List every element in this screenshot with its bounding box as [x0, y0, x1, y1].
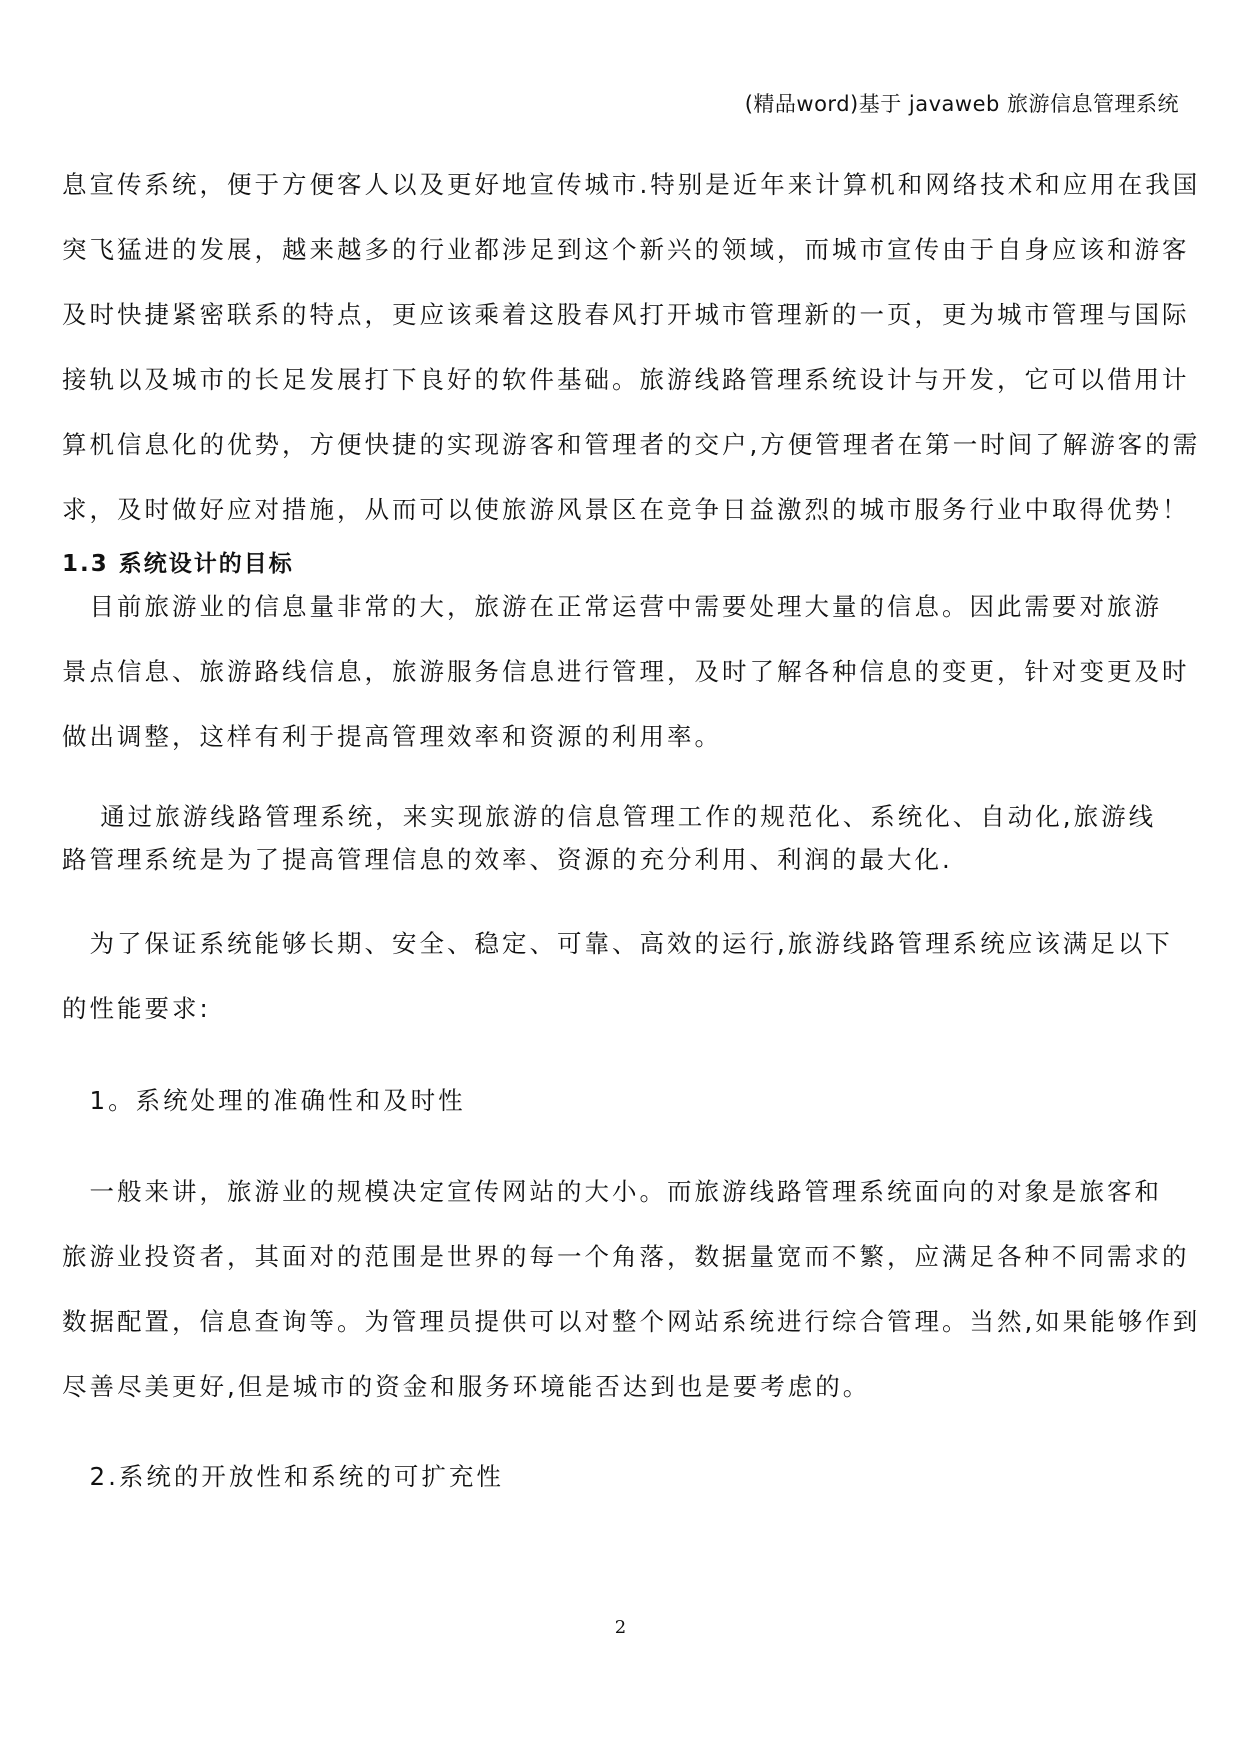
section-heading: 1.3 系统设计的目标 [62, 551, 294, 577]
text-line: 一般来讲，旅游业的规模决定宣传网站的大小。而旅游线路管理系统面向的对象是旅客和 [62, 1177, 1162, 1206]
intro-paragraph [62, 152, 1201, 542]
requirement-item-2: 2.系统的开放性和系统的可扩充性 [62, 1462, 504, 1491]
document-body [62, 152, 1201, 1497]
text-line: 及时快捷紧密联系的特点，更应该乘着这股春风打开城市管理新的一页，更为城市管理与国际 [62, 300, 1190, 329]
text-line: 通过旅游线路管理系统，来实现旅游的信息管理工作的规范化、系统化、自动化,旅游线 [62, 802, 1157, 831]
text-line: 旅游业投资者，其面对的范围是世界的每一个角落，数据量宽而不繁，应满足各种不同需求的 [62, 1242, 1190, 1271]
text-line: 数据配置，信息查询等。为管理员提供可以对整个网站系统进行综合管理。当然,如果能够作到 [62, 1307, 1201, 1336]
text-line: 求，及时做好应对措施，从而可以使旅游风景区在竞争日益激烈的城市服务行业中取得优势！ [62, 495, 1190, 524]
text-line: 目前旅游业的信息量非常的大，旅游在正常运营中需要处理大量的信息。因此需要对旅游 [62, 592, 1162, 621]
requirement-1-paragraph [62, 1159, 1201, 1419]
goal-paragraph [62, 574, 1190, 769]
page-number: 2 [614, 1617, 627, 1638]
text-line: 息宣传系统，便于方便客人以及更好地宣传城市.特别是近年来计算机和网络技术和应用在我国 [62, 170, 1201, 199]
text-line: 路管理系统是为了提高管理信息的效率、资源的充分利用、利润的最大化. [62, 845, 953, 874]
page-header: (精品word)基于 javaweb 旅游信息管理系统 [744, 92, 1179, 116]
text-line: 的性能要求: [62, 994, 211, 1023]
text-line: 为了保证系统能够长期、安全、稳定、可靠、高效的运行,旅游线路管理系统应该满足以下 [62, 929, 1173, 958]
standardization-paragraph [62, 795, 1180, 881]
text-line: 突飞猛进的发展，越来越多的行业都涉足到这个新兴的领域，而城市宣传由于自身应该和游客 [62, 235, 1190, 264]
requirement-item-1: 1。系统处理的准确性和及时性 [62, 1086, 466, 1115]
text-line: 做出调整，这样有利于提高管理效率和资源的利用率。 [62, 722, 722, 751]
text-line: 尽善尽美更好,但是城市的资金和服务环境能否达到也是要考虑的。 [62, 1372, 871, 1401]
text-line: 算机信息化的优势，方便快捷的实现游客和管理者的交户,方便管理者在第一时间了解游客的需 [62, 430, 1201, 459]
performance-paragraph [62, 911, 1180, 1041]
text-line: 接轨以及城市的长足发展打下良好的软件基础。旅游线路管理系统设计与开发，它可以借用计 [62, 365, 1190, 394]
text-line: 景点信息、旅游路线信息，旅游服务信息进行管理，及时了解各种信息的变更，针对变更及时 [62, 657, 1190, 686]
